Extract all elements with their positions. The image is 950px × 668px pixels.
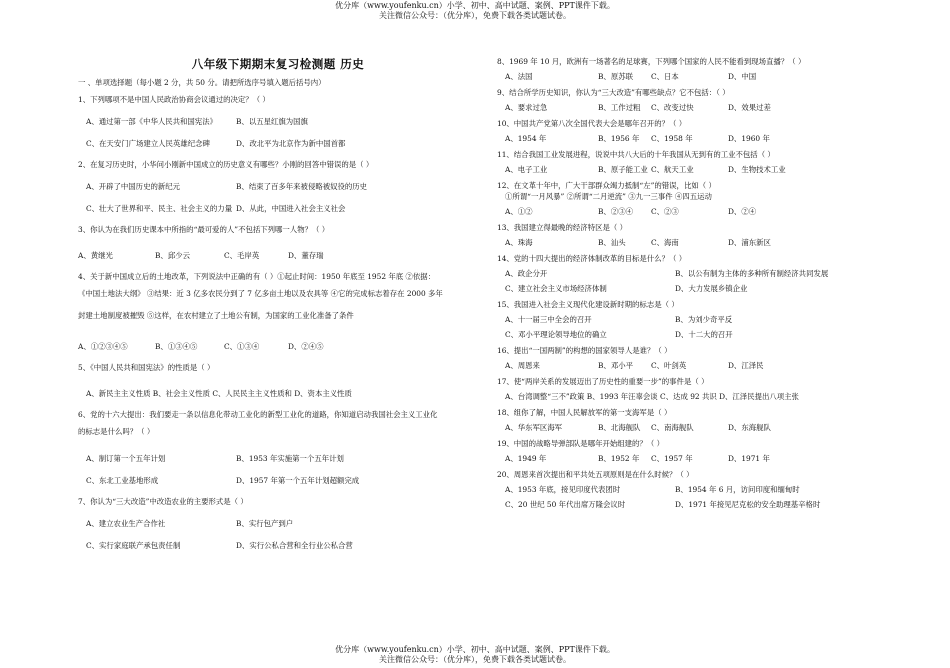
answer-option: A、开辟了中国历史的新纪元: [86, 182, 181, 191]
question-block: [497, 299, 877, 340]
question-stem: 6、党的十六大提出：我们要走一条以信息化带动工业化的新型工业化的道路，你知道启动我国社会主义工业化: [78, 410, 438, 419]
question-block: [497, 180, 877, 217]
option-row: [497, 422, 877, 433]
answer-option: D、江泽民: [728, 361, 764, 370]
option-row: [78, 341, 478, 353]
answer-option: C、东北工业基地形成: [86, 476, 159, 485]
question-block: [497, 253, 877, 294]
option-row: [497, 206, 877, 217]
answer-option: C、实行家庭联产承包责任制: [86, 541, 181, 550]
answer-option: A、珠海: [505, 238, 533, 247]
answer-option: B、1956 年: [598, 134, 640, 143]
question-stem: 10、中国共产党第八次全国代表大会是哪年召开的？（ ）: [497, 119, 687, 128]
answer-option: A、1953 年底，接见印度代表团时: [505, 485, 621, 494]
question-block: [497, 222, 877, 248]
answer-option: D、十二大的召开: [675, 330, 733, 339]
answer-option: B、①③④⑤: [155, 342, 198, 351]
question-stem: 9、结合所学历史知识，你认为“三大改造”有哪些缺点？它不包括：（ ）: [497, 88, 730, 97]
answer-option: D、生物技术工业: [728, 165, 786, 174]
question-block: [497, 438, 877, 464]
right-questions: [497, 56, 877, 510]
answer-option: B、实行包产到户: [236, 519, 294, 528]
answer-option: C、叶剑英: [651, 361, 687, 370]
answer-option: B、邱少云: [155, 251, 190, 260]
answer-option: D、实行公私合营和全行业公私合营: [236, 541, 353, 550]
answer-option: B、以公有制为主体的多种所有制经济共同发展: [675, 269, 829, 278]
answer-option: D、董存瑞: [288, 251, 324, 260]
answer-option: B、结束了百多年来被侵略被奴役的历史: [236, 182, 368, 191]
answer-option: A、华东军区海军: [505, 423, 563, 432]
answer-option: D、从此，中国进入社会主义社会: [236, 204, 346, 213]
footer-line-1: 优分库（www.youfenku.cn）小学、初中、高中试题、案例、PPT课件下载。: [335, 645, 615, 654]
section-heading: 一 、单项选择题（每小题 2 分，共 50 分。请把所选序号填入题后括号内）: [78, 78, 326, 87]
answer-option: D、浦东新区: [728, 238, 771, 247]
question-block: [497, 87, 877, 113]
option-row: [497, 360, 877, 371]
question-stem: 20、周恩来首次提出和平共处五项原则是在什么时候？（ ）: [497, 470, 694, 479]
question-block: [78, 362, 478, 400]
answer-option: B、原苏联: [598, 72, 633, 81]
banner-line-1: 优分库（www.youfenku.cn）小学、初中、高中试题、案例、PPT课件下载。: [335, 1, 615, 10]
question-stem: 13、我国建立得最晚的经济特区是（ ）: [497, 223, 628, 232]
footer-banner: [0, 645, 950, 665]
option-row: [78, 181, 478, 193]
question-stem: 3、你认为在我们历史课本中所指的“最可爱的人”不包括下列哪一人物？（ ）: [78, 225, 330, 234]
answer-option: C、建立社会主义市场经济体制: [505, 284, 607, 293]
question-block: [497, 56, 877, 82]
option-row: [78, 116, 478, 128]
answer-option: C、1957 年: [651, 454, 693, 463]
answer-option: B、1952 年: [598, 454, 640, 463]
question-block: [78, 409, 478, 487]
answer-option: C、①③④: [224, 342, 260, 351]
question-block: [497, 345, 877, 371]
question-block: [78, 496, 478, 552]
option-row: [78, 250, 478, 262]
question-block: [78, 224, 478, 262]
answer-option: A、制订第一个五年计划: [86, 454, 166, 463]
option-row: [78, 518, 478, 530]
question-stem: 19、中国的战略导弹部队是哪年开始组建的？（ ）: [497, 439, 664, 448]
question-block: [78, 159, 478, 215]
answer-option: C、邓小平理论领导地位的确立: [505, 330, 607, 339]
option-row: [497, 314, 877, 325]
question-stem-cont: 《中国土地法大纲》 ③结果：近 3 亿多农民分到了 7 亿多亩土地以及农具等 ④它的完成标志着存在 2000 多年: [78, 289, 443, 298]
answer-option: C、海南: [651, 238, 679, 247]
answer-option: C、1958 年: [651, 134, 693, 143]
question-block: [497, 469, 877, 510]
option-row: [497, 453, 877, 464]
option-row: [78, 138, 478, 150]
exam-title: 八年级下期期末复习检测题 历史: [191, 57, 365, 71]
answer-option: A、要求过急: [505, 103, 548, 112]
answer-option: C、壮大了世界和平、民主、社会主义的力量: [86, 204, 233, 213]
answer-option: D、②④⑤: [288, 342, 324, 351]
option-row: [78, 540, 478, 552]
answer-option: C、日本: [651, 72, 679, 81]
answer-option: D、大力发展乡镇企业: [675, 284, 748, 293]
answer-option: D、东海舰队: [728, 423, 771, 432]
answer-option: B、②③④: [598, 207, 633, 216]
answer-options: A、台湾调整“三不”政策 B、1993 年汪辜会谈 C、达成 92 共识 D、江泽民提出八项主张: [505, 392, 799, 401]
answer-option: D、②④: [728, 207, 757, 216]
answer-option: A、①②③④⑤: [78, 342, 128, 351]
answer-option: B、汕头: [598, 238, 626, 247]
question-sub-items: ①所谓“一月风暴” ②所谓“二月逆流” ③九一三事件 ④四五运动: [505, 192, 712, 201]
answer-option: C、在天安门广场建立人民英雄纪念碑: [86, 139, 210, 148]
answer-option: D、效果过差: [728, 103, 771, 112]
question-stem: 2、在复习历史时，小华问小刚新中国成立的历史意义有哪些？小刚的回答中错误的是（ ）: [78, 160, 374, 169]
answer-option: A、电子工业: [505, 165, 548, 174]
answer-option: A、建立农业生产合作社: [86, 519, 166, 528]
question-stem: 8、1969 年 10 月，欧洲有一场著名的足球赛，下列哪个国家的人民不能看到现场直播？（ ）: [497, 57, 806, 66]
footer-line-2: 关注微信公众号：（优分库），免费下载各类试题试卷。: [379, 655, 571, 664]
option-row: [497, 283, 877, 294]
option-row: [497, 499, 877, 510]
answer-option: D、1971 年: [728, 454, 770, 463]
option-row: [497, 329, 877, 340]
option-row: [78, 453, 478, 465]
option-row: [497, 71, 877, 82]
answer-option: D、1971 年接见尼克松的安全助理基辛格时: [675, 500, 821, 509]
question-stem-cont: 的标志是什么吗？（ ）: [78, 427, 155, 436]
header-banner: [0, 1, 950, 21]
answer-option: A、①②: [505, 207, 533, 216]
answer-option: B、为刘少奇平反: [675, 315, 733, 324]
right-column: [497, 56, 877, 515]
answer-option: A、黄继光: [78, 251, 113, 260]
answer-option: D、改北平为北京作为新中国首都: [236, 139, 346, 148]
question-block: [78, 271, 478, 353]
answer-options: A、新民主主义性质 B、社会主义性质 C、人民民主主义性质和 D、资本主义性质: [86, 389, 352, 398]
answer-option: A、通过第一部《中华人民共和国宪法》: [86, 117, 217, 126]
answer-option: C、毛岸英: [224, 251, 260, 260]
answer-option: A、1949 年: [505, 454, 547, 463]
option-row: [497, 102, 877, 113]
answer-option: A、1954 年: [505, 134, 547, 143]
answer-option: C、改变过快: [651, 103, 694, 112]
left-questions: [78, 94, 478, 552]
answer-option: C、航天工业: [651, 165, 694, 174]
question-stem: 1、下列哪项不是中国人民政治协商会议通过的决定？（ ）: [78, 95, 270, 104]
answer-option: A、周恩来: [505, 361, 540, 370]
option-row: [497, 164, 877, 175]
question-stem: 5、《中国人民共和国宪法》的性质是（ ）: [78, 363, 215, 372]
question-stem: 11、结合我国工业发展进程，说说中共八大后的十年我国从无到有的工业不包括（ ）: [497, 150, 775, 159]
option-row: [497, 133, 877, 144]
question-stem: 7、你认为“三大改造”中改造农业的主要形式是（ ）: [78, 497, 248, 506]
answer-option: B、以五星红旗为国旗: [236, 117, 308, 126]
answer-option: B、1954 年 6 月，访问印度和缅甸时: [675, 485, 800, 494]
question-stem: 15、我国进入社会主义现代化建设新时期的标志是（ ）: [497, 300, 679, 309]
answer-option: B、邓小平: [598, 361, 633, 370]
answer-option: C、20 世纪 50 年代出席万隆会议时: [505, 500, 626, 509]
left-column: [78, 56, 478, 561]
answer-option: D、1960 年: [728, 134, 770, 143]
option-row: [497, 484, 877, 495]
question-stem: 16、提出“一国两制”的构想的国家领导人是谁？（ ）: [497, 346, 672, 355]
answer-option: A、十一届三中全会的召开: [505, 315, 592, 324]
question-block: [497, 118, 877, 144]
question-stem: 17、使“两岸关系的发展迈出了历史性的重要一步”的事件是（ ）: [497, 377, 709, 386]
option-row: [497, 268, 877, 279]
answer-option: D、1957 年第一个五年计划超额完成: [236, 476, 360, 485]
question-block: [497, 376, 877, 402]
option-row: [497, 237, 877, 248]
answer-option: B、工作过粗: [598, 103, 641, 112]
question-block: [497, 149, 877, 175]
answer-option: B、原子能工业: [598, 165, 648, 174]
question-stem: 14、党的十四大提出的经济体制改革的目标是什么？（ ）: [497, 254, 687, 263]
question-stem: 12、在文革十年中，广大干部群众竭力抵制“左”的错误，比如（ ）: [497, 181, 716, 190]
question-block: [497, 407, 877, 433]
answer-option: A、法国: [505, 72, 533, 81]
option-row: [78, 203, 478, 215]
option-row: [78, 475, 478, 487]
answer-option: C、②③: [651, 207, 679, 216]
answer-option: A、政企分开: [505, 269, 548, 278]
answer-option: B、北海舰队: [598, 423, 641, 432]
answer-option: B、1953 年实施第一个五年计划: [236, 454, 344, 463]
answer-option: C、南海舰队: [651, 423, 694, 432]
question-block: [78, 94, 478, 150]
question-stem: 4、关于新中国成立后的土地改革，下列说法中正确的有（ ）①起止时间：1950 年底至 1952 年底 ②依据：: [78, 272, 436, 281]
answer-option: D、中国: [728, 72, 757, 81]
question-stem-cont: 封建土地制度被摧毁 ⑤这样，在农村建立了土地公有制，为国家的工业化准备了条件: [78, 311, 354, 320]
banner-line-2: 关注微信公众号：（优分库），免费下载各类试题试卷。: [379, 11, 571, 20]
question-stem: 18、组你了解，中国人民解放军的第一支海军是（ ）: [497, 408, 672, 417]
